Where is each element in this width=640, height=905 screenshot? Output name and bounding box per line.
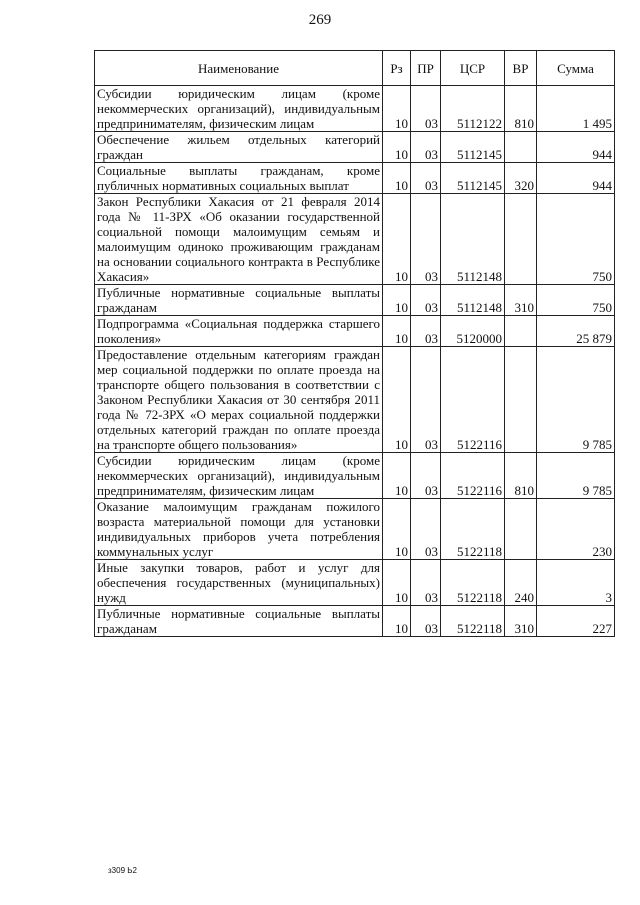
column-header-rz: Рз <box>383 51 411 86</box>
row-rz: 10 <box>383 560 411 606</box>
row-vr <box>505 194 537 285</box>
row-rz: 10 <box>383 453 411 499</box>
table-row <box>95 499 615 560</box>
row-csr: 5112148 <box>441 194 505 285</box>
row-name: Субсидии юридическим лицам (кроме некоммерческих организаций), индивидуальным предпринимателям, физическим лицам <box>95 453 383 499</box>
row-sum: 750 <box>537 194 615 285</box>
row-csr: 5112148 <box>441 285 505 316</box>
row-vr: 810 <box>505 86 537 132</box>
row-sum: 1 495 <box>537 86 615 132</box>
column-header-name: Наименование <box>95 51 383 86</box>
row-vr: 310 <box>505 606 537 637</box>
row-sum: 750 <box>537 285 615 316</box>
row-rz: 10 <box>383 132 411 163</box>
row-pr: 03 <box>411 132 441 163</box>
row-name: Подпрограмма «Социальная поддержка старшего поколения» <box>95 316 383 347</box>
row-sum: 944 <box>537 163 615 194</box>
row-pr: 03 <box>411 194 441 285</box>
row-name: Публичные нормативные социальные выплаты гражданам <box>95 606 383 637</box>
row-csr: 5120000 <box>441 316 505 347</box>
row-vr: 810 <box>505 453 537 499</box>
footer-code: з309 Ь2 <box>108 866 137 875</box>
row-pr: 03 <box>411 606 441 637</box>
row-csr: 5112122 <box>441 86 505 132</box>
table-row <box>95 86 615 132</box>
row-sum: 230 <box>537 499 615 560</box>
table-row <box>95 163 615 194</box>
row-sum: 25 879 <box>537 316 615 347</box>
row-pr: 03 <box>411 285 441 316</box>
row-pr: 03 <box>411 86 441 132</box>
row-vr <box>505 347 537 453</box>
row-name: Иные закупки товаров, работ и услуг для обеспечения государственных (муниципальных) нужд <box>95 560 383 606</box>
table-row <box>95 453 615 499</box>
row-vr: 320 <box>505 163 537 194</box>
row-rz: 10 <box>383 606 411 637</box>
budget-table <box>94 50 615 637</box>
row-rz: 10 <box>383 194 411 285</box>
row-sum: 227 <box>537 606 615 637</box>
row-name: Субсидии юридическим лицам (кроме некоммерческих организаций), индивидуальным предпринимателям, физическим лицам <box>95 86 383 132</box>
row-rz: 10 <box>383 285 411 316</box>
row-csr: 5112145 <box>441 163 505 194</box>
table-header-row <box>95 51 615 86</box>
row-rz: 10 <box>383 163 411 194</box>
row-csr: 5122116 <box>441 453 505 499</box>
column-header-vr: ВР <box>505 51 537 86</box>
row-pr: 03 <box>411 316 441 347</box>
row-pr: 03 <box>411 347 441 453</box>
row-sum: 944 <box>537 132 615 163</box>
row-csr: 5122116 <box>441 347 505 453</box>
row-name: Социальные выплаты гражданам, кроме публичных нормативных социальных выплат <box>95 163 383 194</box>
row-csr: 5122118 <box>441 499 505 560</box>
row-vr <box>505 499 537 560</box>
table-row <box>95 194 615 285</box>
row-vr: 240 <box>505 560 537 606</box>
column-header-csr: ЦСР <box>441 51 505 86</box>
table-row <box>95 316 615 347</box>
row-vr <box>505 316 537 347</box>
row-rz: 10 <box>383 86 411 132</box>
table-row <box>95 560 615 606</box>
row-name: Предоставление отдельным категориям граждан мер социальной поддержки по оплате проезда на транспорте общего пользования в соответствии с Законом Республики Хакасия от 30 сентября 2011 года № 72-ЗРХ «О мерах социальной поддержки отдельных категорий граждан по оплате проезда на транспорте общего пользования» <box>95 347 383 453</box>
row-rz: 10 <box>383 347 411 453</box>
row-vr <box>505 132 537 163</box>
row-pr: 03 <box>411 453 441 499</box>
row-sum: 9 785 <box>537 347 615 453</box>
row-pr: 03 <box>411 560 441 606</box>
row-csr: 5112145 <box>441 132 505 163</box>
row-csr: 5122118 <box>441 606 505 637</box>
column-header-sum: Сумма <box>537 51 615 86</box>
row-name: Обеспечение жильем отдельных категорий граждан <box>95 132 383 163</box>
row-vr: 310 <box>505 285 537 316</box>
row-pr: 03 <box>411 499 441 560</box>
row-rz: 10 <box>383 316 411 347</box>
table-row <box>95 285 615 316</box>
row-name: Закон Республики Хакасия от 21 февраля 2014 года № 11-ЗРХ «Об оказании государственной социальной помощи малоимущим семьям и малоимущим одиноко проживающим гражданам на основании социального контракта в Республике Хакасия» <box>95 194 383 285</box>
page-number: 269 <box>308 12 332 28</box>
row-name: Публичные нормативные социальные выплаты гражданам <box>95 285 383 316</box>
table-row <box>95 132 615 163</box>
row-sum: 9 785 <box>537 453 615 499</box>
row-csr: 5122118 <box>441 560 505 606</box>
row-pr: 03 <box>411 163 441 194</box>
table-row <box>95 347 615 453</box>
row-sum: 3 <box>537 560 615 606</box>
table-row <box>95 606 615 637</box>
row-rz: 10 <box>383 499 411 560</box>
column-header-pr: ПР <box>411 51 441 86</box>
row-name: Оказание малоимущим гражданам пожилого возраста материальной помощи для установки индивидуальных приборов учета потребления коммунальных услуг <box>95 499 383 560</box>
